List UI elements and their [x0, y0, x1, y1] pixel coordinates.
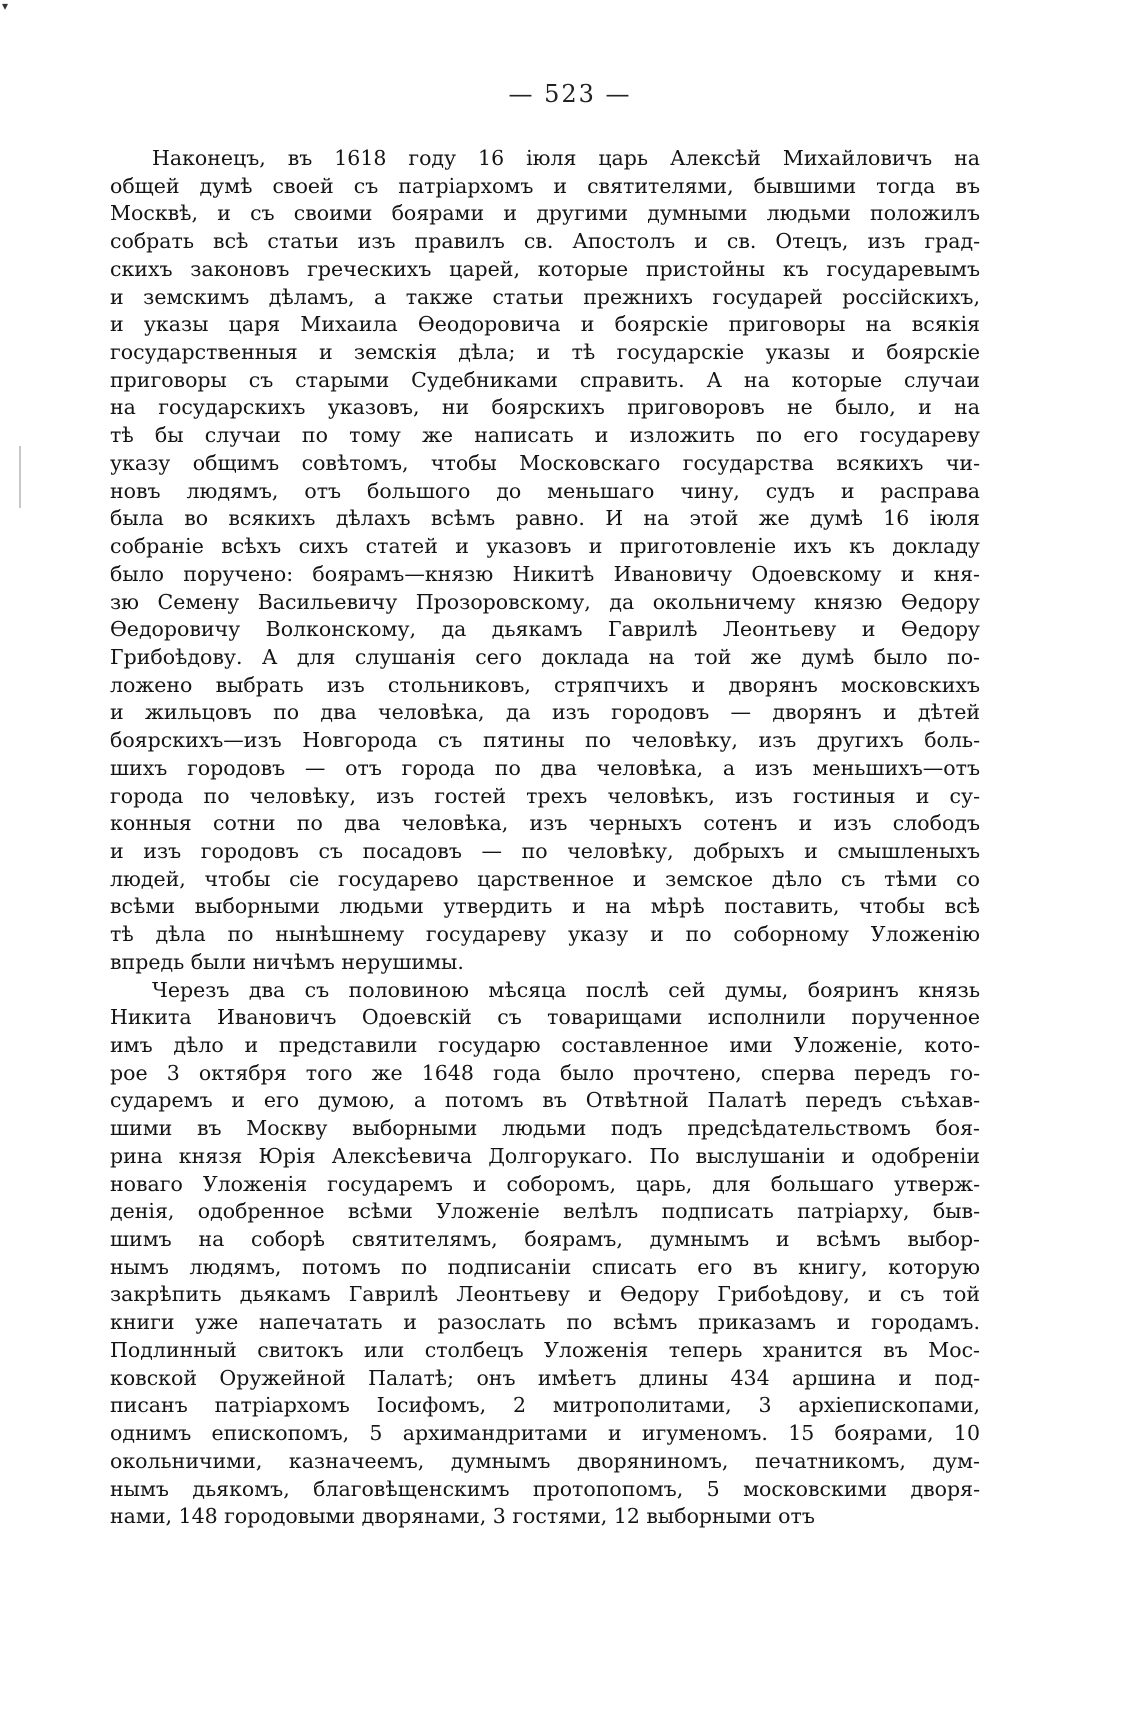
text-line: книги уже напечатать и разослать по всѣмъ приказамъ и городамъ. — [110, 1310, 980, 1335]
text-line: шимъ на соборѣ святителямъ, боярамъ, думнымъ и всѣмъ выбор- — [110, 1227, 980, 1252]
text-line: шихъ городовъ — отъ города по два человѣка, а изъ меньшихъ—отъ — [110, 755, 980, 780]
text-line: рое 3 октября того же 1648 года было прочтено, сперва передъ го- — [110, 1060, 980, 1085]
text-line: и изъ городовъ съ посадовъ — по человѣку, добрыхъ и смышленыхъ — [110, 838, 980, 863]
text-line: шими въ Москву выборными людьми подъ предсѣдательствомъ боя- — [110, 1116, 980, 1141]
text-line: собраніе всѣхъ сихъ статей и указовъ и приготовленіе ихъ къ докладу — [110, 534, 980, 559]
text-line: ложено выбрать изъ стольниковъ, стряпчихъ и дворянъ московскихъ — [110, 672, 980, 697]
text-line: боярскихъ—изъ Новгорода съ пятины по человѣку, изъ другихъ боль- — [110, 728, 980, 753]
text-line: указу общимъ совѣтомъ, чтобы Московскаго государства всякихъ чи- — [110, 450, 980, 475]
text-line: тѣ бы случаи по тому же написать и изложить по его государеву — [110, 423, 980, 448]
text-line: ковской Оружейной Палатѣ; онъ имѣетъ длины 434 аршина и под- — [110, 1365, 980, 1390]
page-number: — 523 — — [508, 80, 632, 108]
text-line: денія, одобренное всѣми Уложеніе велѣлъ подписать патріарху, быв- — [110, 1199, 980, 1224]
text-line: писанъ патріархомъ Іосифомъ, 2 митрополитами, 3 архіепископами, — [110, 1393, 980, 1418]
text-line: Москвѣ, и съ своими боярами и другими думными людьми положилъ — [110, 201, 980, 226]
text-line: и указы царя Михаила Ѳеодоровича и боярскіе приговоры на всякія — [110, 312, 980, 337]
text-line: всѣми выборными людьми утвердить и на мѣрѣ поставить, чтобы всѣ — [110, 894, 980, 919]
text-line: нами, 148 городовыми дворянами, 3 гостями, 12 выборными отъ — [110, 1504, 815, 1529]
text-line: скихъ законовъ греческихъ царей, которые пристойны къ государевымъ — [110, 256, 980, 281]
text-line: рина князя Юрія Алексѣевича Долгорукаго. По выслушаніи и одобреніи — [110, 1143, 980, 1168]
text-line: имъ дѣло и представили государю составленное ими Уложеніе, кото- — [110, 1033, 980, 1057]
text-line: Черезъ два съ половиною мѣсяца послѣ сей думы, бояринъ князь — [152, 977, 980, 1002]
text-line: тѣ дѣла по нынѣшнему государеву указу и по соборному Уложенію — [110, 922, 980, 947]
text-line: приговоры съ старыми Судебниками справить. А на которые случаи — [110, 367, 980, 392]
text-line: Ѳедоровичу Волконскому, да дьякамъ Гаврилѣ Леонтьеву и Ѳедору — [110, 617, 980, 642]
text-line: города по человѣку, изъ гостей трехъ человѣкъ, изъ гостиныя и су- — [110, 783, 980, 808]
text-line: новаго Уложенія государемъ и соборомъ, царь, для большаго утверж- — [110, 1171, 980, 1196]
text-line: и жильцовъ по два человѣка, да изъ городовъ — дворянъ и дѣтей — [110, 700, 980, 725]
text-line: собрать всѣ статьи изъ правилъ св. Апостолъ и св. Отецъ, изъ град- — [110, 229, 980, 254]
paragraph — [110, 977, 980, 1531]
text-line: на государскихъ указовъ, ни боярскихъ приговоровъ не было, и на — [110, 395, 980, 420]
text-line: общей думѣ своей съ патріархомъ и святителями, бывшими тогда въ — [110, 173, 980, 198]
text-line: Подлинный свитокъ или столбецъ Уложенія теперь хранится въ Мос- — [110, 1337, 980, 1362]
scan-edge-mark — [19, 446, 21, 508]
text-line: однимъ епископомъ, 5 архимандритами и игуменомъ. 15 боярами, 10 — [110, 1421, 980, 1446]
text-line: людей, чтобы сіе государево царственное и земское дѣло съ тѣми со — [110, 866, 980, 891]
text-line: нымъ дьякомъ, благовѣщенскимъ протопопомъ, 5 московскими дворя- — [110, 1476, 980, 1501]
text-line: зю Семену Васильевичу Прозоровскому, да окольничему князю Ѳедору — [110, 589, 980, 614]
text-line: было поручено: боярамъ—князю Никитѣ Ивановичу Одоевскому и кня- — [110, 561, 980, 586]
text-line: впредь были ничѣмъ нерушимы. — [110, 949, 464, 974]
text-line: Никита Ивановичъ Одоевскій съ товарищами исполнили порученное — [110, 1005, 980, 1030]
text-line: государственныя и земскія дѣла; и тѣ государскіе указы и боярскіе — [110, 340, 980, 365]
text-line: и земскимъ дѣламъ, а также статьи прежнихъ государей россійскихъ, — [110, 284, 980, 309]
paragraph — [110, 145, 980, 977]
text-line: нымъ людямъ, потомъ по подписаніи списать его въ книгу, которую — [110, 1254, 980, 1279]
text-line: конныя сотни по два человѣка, изъ черныхъ сотенъ и изъ слободъ — [110, 811, 980, 836]
text-line: Наконецъ, въ 1618 году 16 іюля царь Алексѣй Михайловичъ на — [152, 146, 980, 170]
text-line: новъ людямъ, отъ большого до меньшаго чину, судъ и расправа — [110, 478, 980, 503]
text-line: сударемъ и его думою, а потомъ въ Отвѣтной Палатѣ передъ съѣхав- — [110, 1088, 980, 1113]
text-line: Грибоѣдову. А для слушанія сего доклада на той же думѣ было по- — [110, 644, 980, 669]
text-line: окольничими, казначеемъ, думнымъ дворяниномъ, печатникомъ, дум- — [110, 1448, 980, 1473]
corner-mark: ▾ — [2, 0, 9, 13]
body-text — [110, 145, 980, 1531]
text-line: была во всякихъ дѣлахъ всѣмъ равно. И на этой же думѣ 16 іюля — [110, 506, 980, 531]
text-line: закрѣпить дьякамъ Гаврилѣ Леонтьеву и Ѳедору Грибоѣдову, и съ той — [110, 1282, 980, 1307]
